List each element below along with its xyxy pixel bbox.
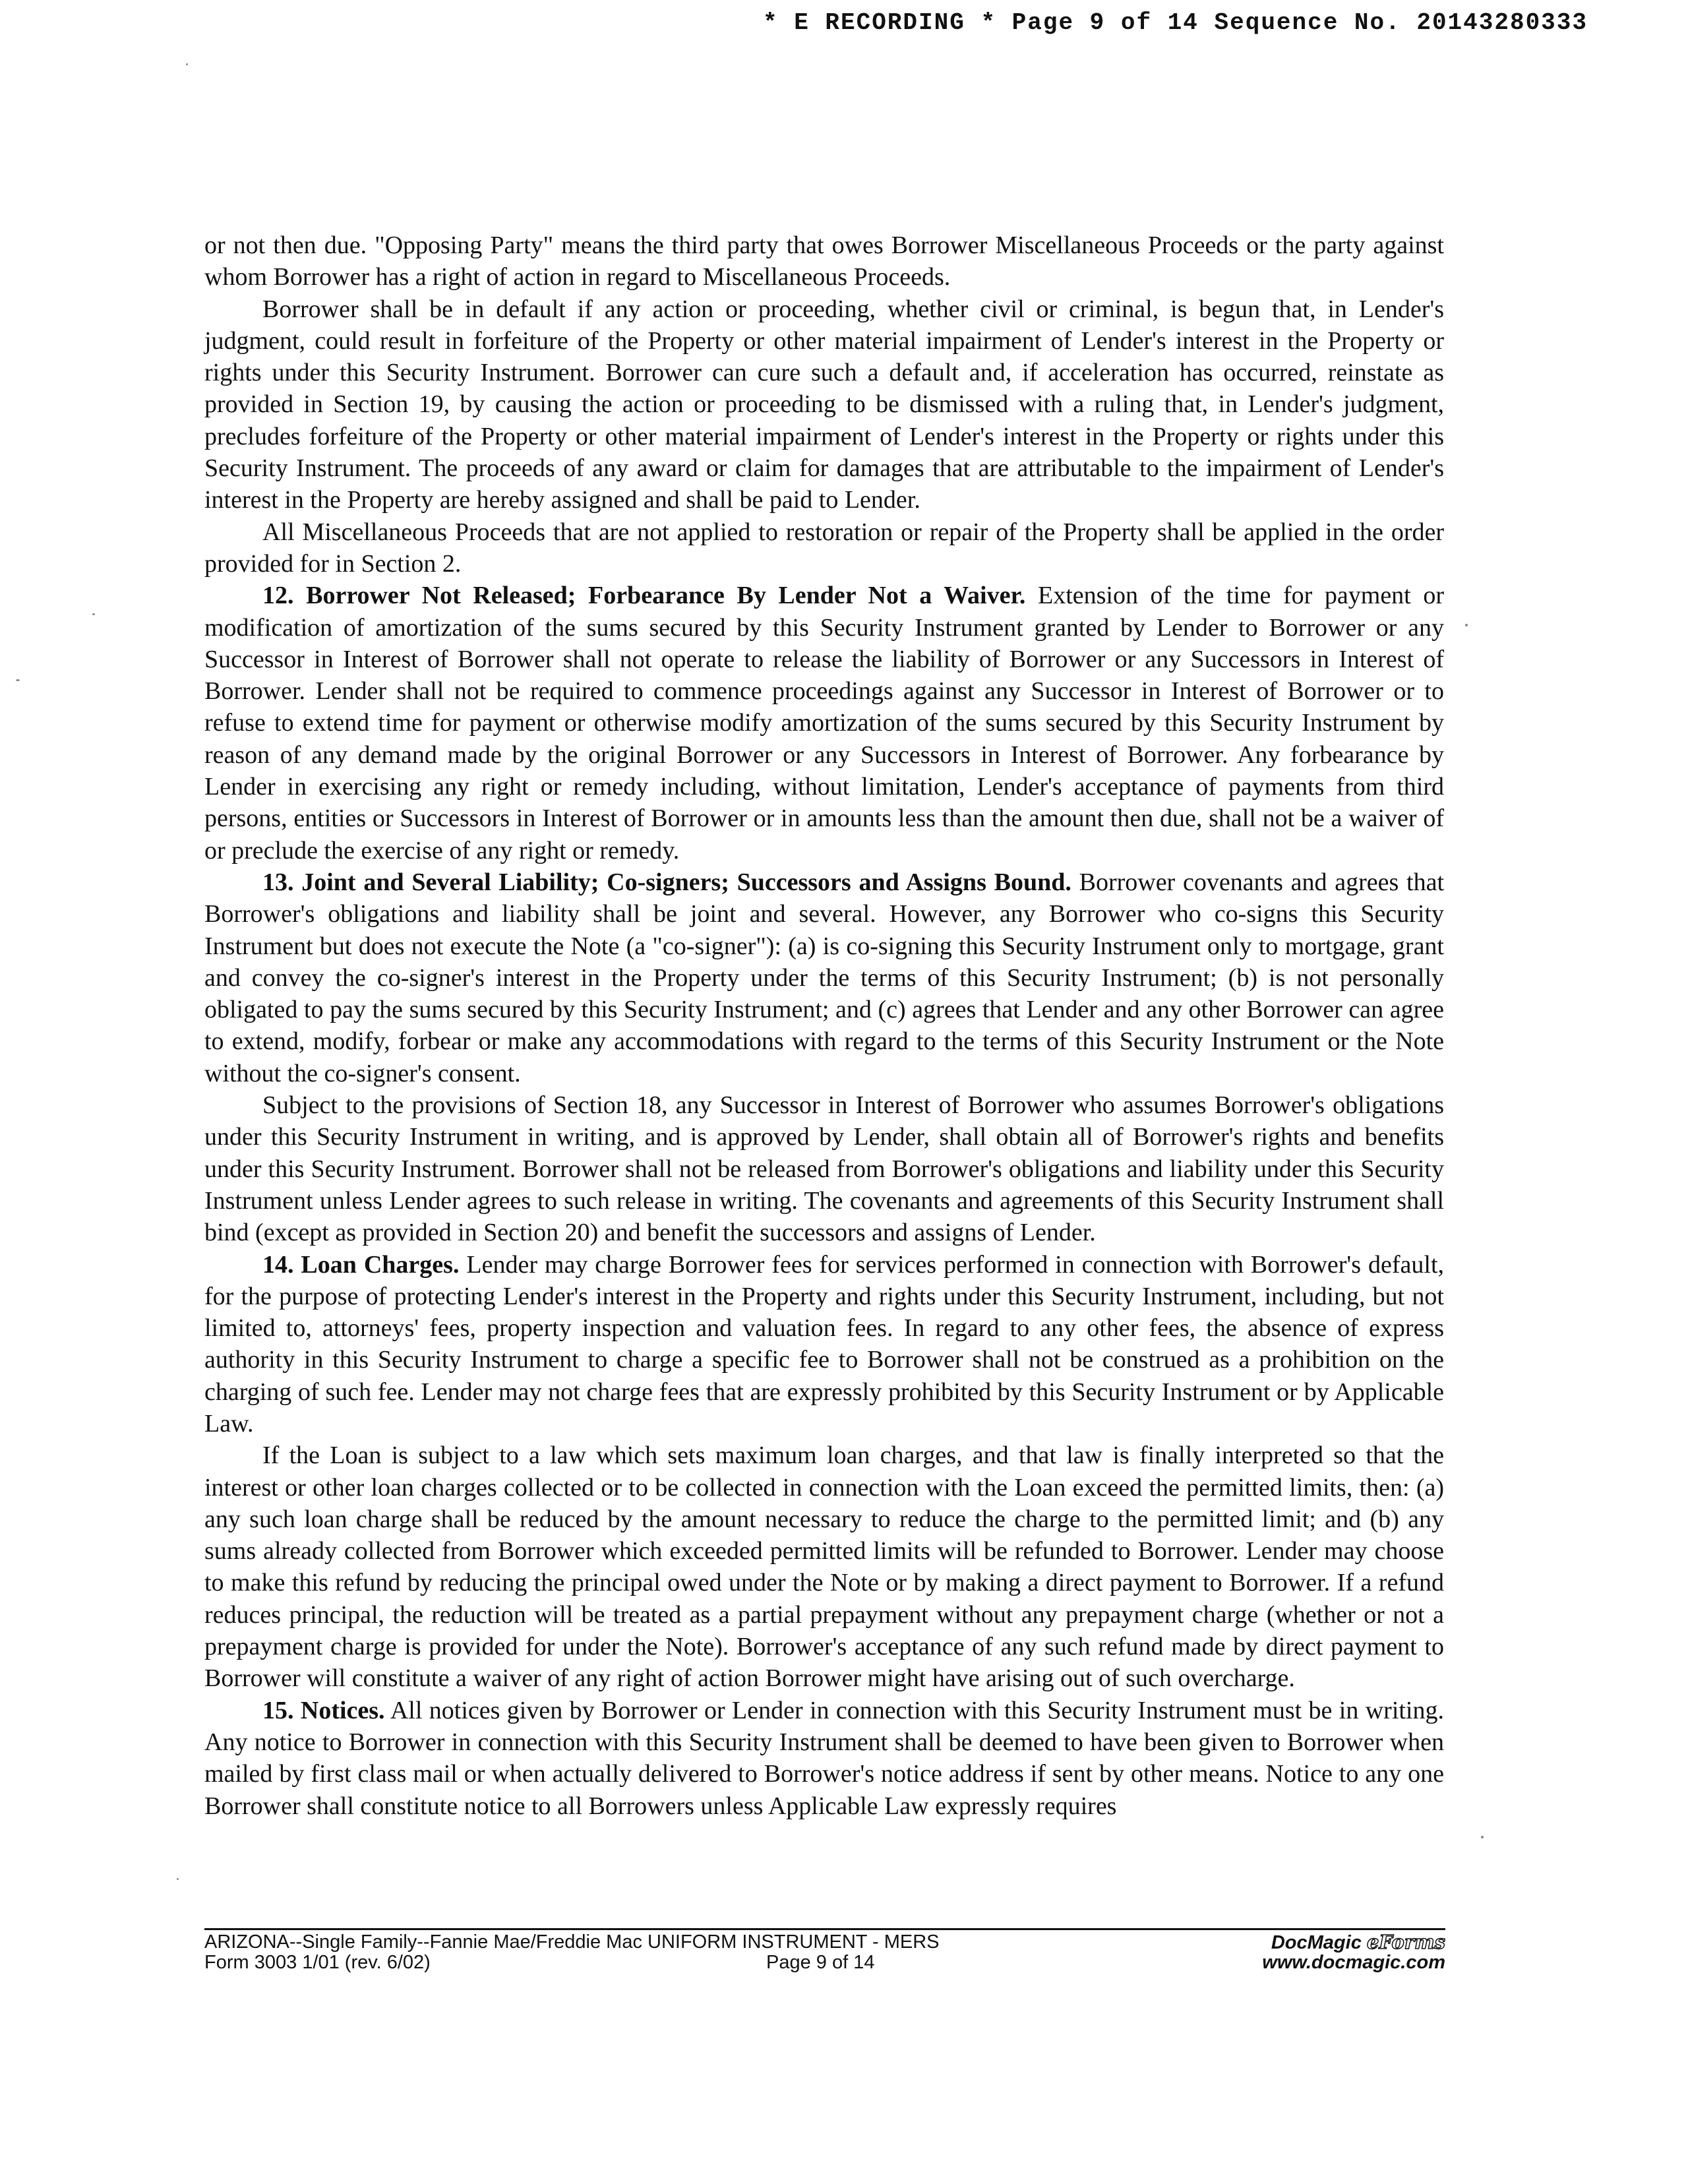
page-number: Page 9 of 14 — [766, 1952, 875, 1973]
scan-speck — [16, 679, 20, 681]
scan-speck — [186, 63, 188, 65]
section-15 — [204, 1695, 1444, 1822]
paragraph-text: Subject to the provisions of Section 18, any Successor in Interest of Borrower who assumes Borrower's obligations under this Security Instrument in writing, and is approved by Lender, shall obtain all of Borrower's rights and benefits under this Security Instrument. Borrower shall not be released from Borrower's obligations and liability under this Security Instrument unless Lender agrees to such release in writing. The covenants and agreements of this Security Instrument shall bind (except as provided in Section 20) and benefit the successors and assigns of Lender. — [204, 1091, 1444, 1247]
document-body — [204, 229, 1444, 1822]
paragraph-text: If the Loan is subject to a law which sets maximum loan charges, and that law is finally interpreted so that the interest or other loan charges collected or to be collected in connection with the Loan exceed the permitted limits, then: (a) any such loan charge shall be reduced by the amount necessary to reduce the charge to the permitted limit; and (b) any sums already collected from Borrower which exceeded permitted limits will be refunded to Borrower. Lender may choose to make this refund by reducing the principal owed under the Note or by making a direct payment to Borrower. If a refund reduces principal, the reduction will be treated as a partial prepayment without any prepayment charge (whether or not a prepayment charge is provided for under the Note). Borrower's acceptance of any such refund made by direct payment to Borrower will constitute a waiver of any right of action Borrower might have arising out of such overcharge. — [204, 1441, 1444, 1693]
paragraph-loan-limits — [204, 1440, 1444, 1694]
section-12-text: Extension of the time for payment or modification of amortization of the sums secured by this Security Instrument granted by Lender to Borrower or any Successor in Interest of Borrower shall not operate to release the liability of Borrower or any Successors in Interest of Borrower. Lender shall not be required to commence proceedings against any Successor in Interest of Borrower or to refuse to extend time for payment or otherwise modify amortization of the sums secured by this Security Instrument by reason of any demand made by the original Borrower or any Successors in Interest of Borrower. Any forbearance by Lender in exercising any right or remedy including, without limitation, Lender's acceptance of payments from third persons, entities or Successors in Interest of Borrower or in amounts less than the amount then due, shall not be a waiver of or preclude the exercise of any right or remedy. — [204, 582, 1444, 864]
section-13 — [204, 866, 1444, 1089]
paragraph-misc-proceeds — [204, 516, 1444, 580]
form-number: Form 3003 1/01 (rev. 6/02) — [204, 1952, 431, 1973]
brand-eforms: eForms — [1366, 1931, 1445, 1953]
paragraph-default-action — [204, 293, 1444, 516]
section-13-heading: 13. Joint and Several Liability; Co-signers; Successors and Assigns Bound. — [262, 868, 1071, 896]
section-15-heading: 15. Notices. — [262, 1696, 385, 1724]
brand-url: www.docmagic.com — [1262, 1952, 1445, 1973]
brand-name: DocMagic — [1271, 1932, 1362, 1953]
paragraph-opposing-party — [204, 229, 1444, 293]
section-14-heading: 14. Loan Charges. — [262, 1250, 460, 1279]
docmagic-logo — [1271, 1932, 1445, 1953]
section-13-text: Borrower covenants and agrees that Borrower's obligations and liability shall be joint and several. However, any Borrower who co-signs this Security Instrument but does not execute the Note (a "co-signer"): (a) is co-signing this Security Instrument only to mortgage, grant and convey the co-signer's interest in the Property under the terms of this Security Instrument; (b) is not personally obligated to pay the sums secured by this Security Instrument; and (c) agrees that Lender and any other Borrower can agree to extend, modify, forbear or make any accommodations with regard to the terms of this Security Instrument or the Note without the co-signer's consent. — [204, 868, 1445, 1087]
paragraph-successors — [204, 1089, 1444, 1248]
paragraph-text: All Miscellaneous Proceeds that are not applied to restoration or repair of the Property shall be applied in the order provided for in Section 2. — [204, 518, 1444, 578]
recording-header: * E RECORDING * Page 9 of 14 Sequence No. 20143280333 — [763, 9, 1588, 36]
footer-divider — [204, 1928, 1445, 1930]
section-15-text: All notices given by Borrower or Lender in connection with this Security Instrument must be in writing. Any notice to Borrower in connection with this Security Instrument shall be deemed to have been given to Borrower when mailed by first class mail or when actually delivered to Borrower's notice address if sent by other means. Notice to any one Borrower shall constitute notice to all Borrowers unless Applicable Law expressly requires — [204, 1696, 1444, 1820]
section-12-heading: 12. Borrower Not Released; Forbearance By Lender Not a Waiver. — [262, 582, 1026, 610]
paragraph-text: or not then due. "Opposing Party" means the third party that owes Borrower Miscellaneous Proceeds or the party against whom Borrower has a right of action in regard to Miscellaneous Proceeds. — [204, 231, 1444, 291]
section-12 — [204, 580, 1444, 866]
section-14-text: Lender may charge Borrower fees for services performed in connection with Borrower's default, for the purpose of protecting Lender's interest in the Property and rights under this Security Instrument, including, but not limited to, attorneys' fees, property inspection and valuation fees. In regard to any other fees, the absence of express authority in this Security Instrument to charge a specific fee to Borrower shall not be construed as a prohibition on the charging of such fee. Lender may not charge fees that are expressly prohibited by this Security Instrument or by Applicable Law. — [204, 1250, 1444, 1438]
scan-speck — [1481, 1836, 1484, 1838]
scan-speck — [177, 1878, 179, 1880]
scan-speck — [92, 613, 95, 615]
page-footer — [204, 1932, 1445, 1985]
form-title: ARIZONA--Single Family--Fannie Mae/Freddie Mac UNIFORM INSTRUMENT - MERS — [204, 1931, 940, 1953]
paragraph-text: Borrower shall be in default if any action or proceeding, whether civil or criminal, is begun that, in Lender's judgment, could result in forfeiture of the Property or other material impairment of Lender's interest in the Property or rights under this Security Instrument. Borrower can cure such a default and, if acceleration has occurred, reinstate as provided in Section 19, by causing the action or proceeding to be dismissed with a ruling that, in Lender's judgment, precludes forfeiture of the Property or other material impairment of Lender's interest in the Property or rights under this Security Instrument. The proceeds of any award or claim for damages that are attributable to the impairment of Lender's interest in the Property are hereby assigned and shall be paid to Lender. — [204, 295, 1444, 514]
section-14 — [204, 1249, 1444, 1440]
scan-speck — [1465, 624, 1468, 626]
